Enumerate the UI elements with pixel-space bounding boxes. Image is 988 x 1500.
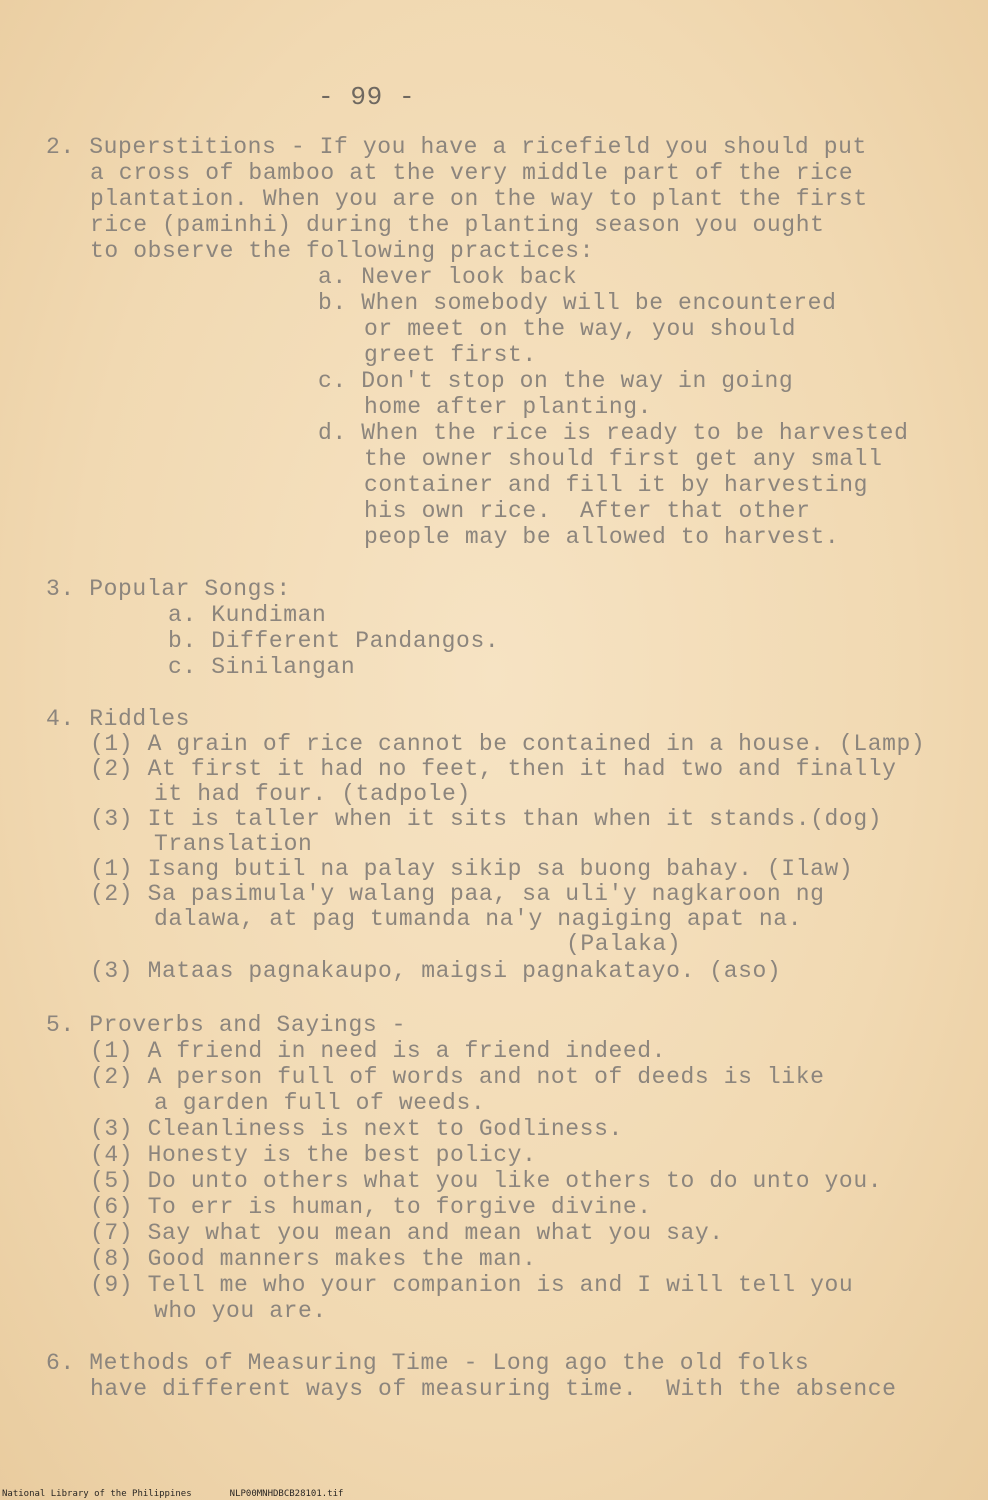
superstitions-line: a cross of bamboo at the very middle part of the rice [90,160,854,186]
superstitions-line: rice (paminhi) during the planting season you ought [90,212,825,238]
songs-heading: 3. Popular Songs: [46,576,291,602]
riddles-heading: 4. Riddles [46,706,191,732]
proverb-line: (9) Tell me who your companion is and I will tell you [90,1272,854,1298]
proverb-line: (8) Good manners makes the man. [90,1246,537,1272]
proverbs-heading: 5. Proverbs and Sayings - [46,1012,407,1038]
superstitions-line: plantation. When you are on the way to plant the first [90,186,868,212]
practice-item: people may be allowed to harvest. [364,524,840,550]
footer-library: National Library of the Philippines [2,1489,192,1499]
time-line: have different ways of measuring time. With the absence [90,1376,897,1402]
practice-item: container and fill it by harvesting [364,472,869,498]
practice-item: greet first. [364,342,537,368]
translation-label: Translation [154,831,313,857]
proverb-line: (4) Honesty is the best policy. [90,1142,537,1168]
footer-file: NLP00MNHDBCB28101.tif [229,1489,344,1499]
superstitions-line: 2. Superstitions - If you have a ricefield you should put [46,134,867,160]
riddle-line: it had four. (tadpole) [154,781,471,807]
song-item: b. Different Pandangos. [168,628,500,654]
practice-item: d. When the rice is ready to be harvested [318,420,909,446]
practice-item: a. Never look back [318,264,578,290]
page-number: - 99 - [318,82,416,112]
practice-item: c. Don't stop on the way in going [318,368,794,394]
song-item: a. Kundiman [168,602,327,628]
proverb-line: (3) Cleanliness is next to Godliness. [90,1116,623,1142]
riddle-line: (2) At first it had no feet, then it had two and finally [90,756,897,782]
footer [2,1489,343,1499]
proverb-line: (2) A person full of words and not of deeds is like [90,1064,825,1090]
practice-item: b. When somebody will be encountered [318,290,837,316]
riddle-line: (1) Isang butil na palay sikip sa buong bahay. (Ilaw) [90,856,854,882]
superstitions-line: to observe the following practices: [90,238,595,264]
riddle-line: (3) It is taller when it sits than when it stands.(dog) [90,806,883,832]
proverb-line: (1) A friend in need is a friend indeed. [90,1038,667,1064]
proverb-line: who you are. [154,1298,327,1324]
practice-item: his own rice. After that other [364,498,811,524]
practice-item: or meet on the way, you should [364,316,797,342]
time-line: 6. Methods of Measuring Time - Long ago the old folks [46,1350,810,1376]
riddle-line: (3) Mataas pagnakaupo, maigsi pagnakatayo. (aso) [90,958,782,984]
song-item: c. Sinilangan [168,654,356,680]
proverb-line: (6) To err is human, to forgive divine. [90,1194,652,1220]
proverb-line: (7) Say what you mean and mean what you say. [90,1220,724,1246]
proverb-line: a garden full of weeds. [154,1090,486,1116]
riddle-line: (1) A grain of rice cannot be contained in a house. (Lamp) [90,731,926,757]
practice-item: the owner should first get any small [364,446,883,472]
riddle-line: (Palaka) [566,931,682,957]
proverb-line: (5) Do unto others what you like others to do unto you. [90,1168,883,1194]
practice-item: home after planting. [364,394,653,420]
riddle-line: (2) Sa pasimula'y walang paa, sa uli'y nagkaroon ng [90,881,825,907]
riddle-line: dalawa, at pag tumanda na'y nagiging apat na. [154,906,803,932]
